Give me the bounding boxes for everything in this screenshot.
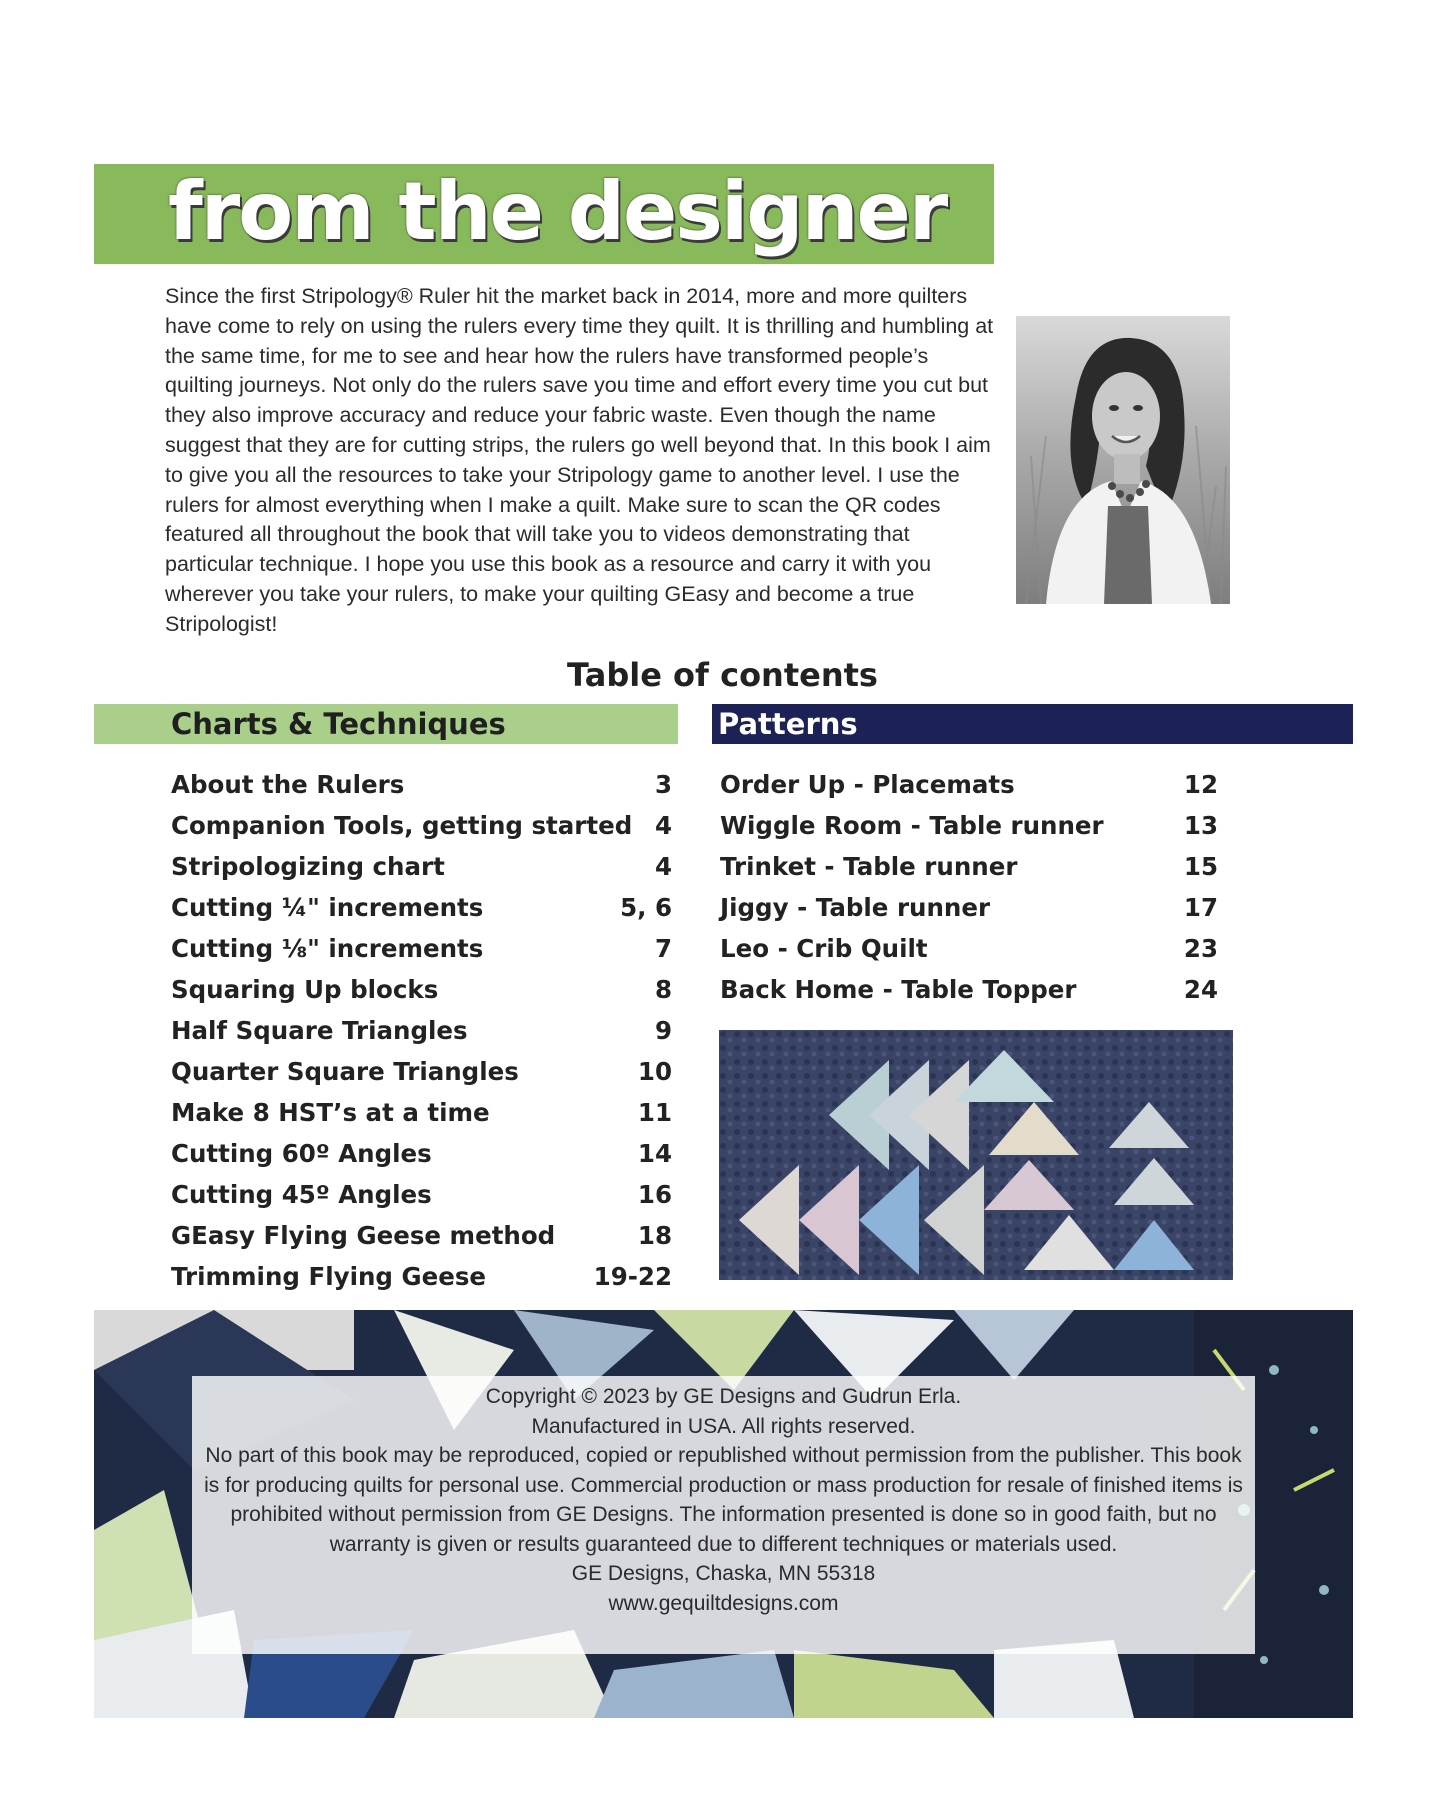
- toc-entry-title: Stripologizing chart: [171, 852, 445, 881]
- designer-portrait-image: [1016, 316, 1230, 604]
- designer-photo: [1016, 316, 1230, 604]
- page-title: from the designer: [168, 165, 947, 258]
- toc-entry: [720, 846, 1218, 887]
- toc-entry-title: Back Home - Table Topper: [720, 975, 1077, 1004]
- toc-entry-title: Half Square Triangles: [171, 1016, 468, 1045]
- copyright-line: Copyright © 2023 by GE Designs and Gudrun Erla.: [485, 1385, 962, 1408]
- toc-entry: [171, 764, 672, 805]
- toc-entry-page: 4: [654, 811, 672, 840]
- toc-entry: [720, 887, 1218, 928]
- rights-line: Manufactured in USA. All rights reserved.: [531, 1414, 916, 1438]
- toc-entry-page: 15: [1183, 852, 1218, 881]
- toc-entry-page: 11: [637, 1098, 672, 1127]
- toc-entry-title: Companion Tools, getting started: [171, 811, 633, 840]
- toc-entry-title: Squaring Up blocks: [171, 975, 439, 1004]
- toc-entry: [171, 1010, 672, 1051]
- toc-entry: [171, 805, 672, 846]
- toc-entry: [171, 846, 672, 887]
- legal-disclaimer: No part of this book may be reproduced, copied or republished without permission from the publisher. This book is for producing quilts for personal use. Commercial production or mass production for resale of finished items is prohibited without permission from GE Designs. The information presented is done so in good faith, but no warranty is given or results guaranteed due to different techniques or materials used.: [204, 1444, 1243, 1556]
- toc-entry-title: Wiggle Room - Table runner: [720, 811, 1104, 840]
- toc-entry-title: Cutting 45º Angles: [171, 1180, 432, 1209]
- toc-entry: [171, 1174, 672, 1215]
- toc-entry-title: Jiggy - Table runner: [720, 893, 991, 922]
- toc-entry: [171, 928, 672, 969]
- charts-toc-list: [171, 764, 672, 1297]
- toc-entry-title: Order Up - Placemats: [720, 770, 1015, 799]
- toc-entry-title: Cutting ¼" increments: [171, 893, 484, 922]
- toc-entry: [720, 928, 1218, 969]
- toc-entry-title: Trinket - Table runner: [720, 852, 1018, 881]
- toc-entry-page: 18: [637, 1221, 672, 1250]
- toc-entry-page: 14: [637, 1139, 672, 1168]
- toc-entry-page: 9: [654, 1016, 672, 1045]
- toc-entry-page: 10: [637, 1057, 672, 1086]
- toc-heading: Table of contents: [567, 656, 878, 694]
- toc-entry: [171, 887, 672, 928]
- toc-entry-page: 4: [654, 852, 672, 881]
- toc-entry-page: 17: [1183, 893, 1218, 922]
- toc-entry-page: 8: [654, 975, 672, 1004]
- toc-entry-page: 19-22: [593, 1262, 672, 1291]
- toc-entry-title: Trimming Flying Geese: [171, 1262, 487, 1291]
- toc-entry: [171, 1133, 672, 1174]
- copyright-notice: [192, 1382, 1255, 1618]
- toc-entry-page: 7: [654, 934, 672, 963]
- toc-entry-page: 24: [1183, 975, 1218, 1004]
- toc-entry: [720, 969, 1218, 1010]
- patterns-toc-list: [720, 764, 1218, 1010]
- toc-entry-page: 3: [654, 770, 672, 799]
- toc-entry: [720, 764, 1218, 805]
- flying-geese-quilt-image: [719, 1030, 1233, 1280]
- toc-entry-page: 5, 6: [620, 893, 672, 922]
- toc-entry-page: 13: [1183, 811, 1218, 840]
- toc-entry: [171, 969, 672, 1010]
- toc-entry-title: Cutting ⅛" increments: [171, 934, 484, 963]
- toc-entry-title: About the Rulers: [171, 770, 405, 799]
- toc-entry-title: GEasy Flying Geese method: [171, 1221, 556, 1250]
- toc-entry-title: Leo - Crib Quilt: [720, 934, 928, 963]
- toc-entry: [171, 1092, 672, 1133]
- publisher-website[interactable]: www.gequiltdesigns.com: [608, 1591, 839, 1615]
- publisher-address: GE Designs, Chaska, MN 55318: [571, 1562, 876, 1585]
- toc-entry-title: Cutting 60º Angles: [171, 1139, 432, 1168]
- toc-entry-title: Quarter Square Triangles: [171, 1057, 519, 1086]
- toc-entry-title: Make 8 HST’s at a time: [171, 1098, 490, 1127]
- toc-entry: [171, 1256, 672, 1297]
- toc-entry-page: 16: [637, 1180, 672, 1209]
- toc-entry: [171, 1215, 672, 1256]
- flying-geese-quilt-photo: [719, 1030, 1233, 1280]
- toc-entry: [720, 805, 1218, 846]
- toc-entry-page: 12: [1183, 770, 1218, 799]
- toc-entry: [171, 1051, 672, 1092]
- charts-section-header-label: Charts & Techniques: [171, 707, 506, 741]
- patterns-section-header-label: Patterns: [718, 707, 858, 741]
- toc-entry-page: 23: [1183, 934, 1218, 963]
- intro-paragraph: Since the first Stripology® Ruler hit the market back in 2014, more and more quilters have come to rely on using the rulers every time they quilt. It is thrilling and humbling at the same time, for me to see and hear how the rulers have transformed people’s quilting journeys. Not only do the rulers save you time and effort every time you cut but they also improve accuracy and reduce your fabric waste. Even though the name suggest that they are for cutting strips, the rulers go well beyond that. In this book I aim to give you all the resources to take your Stripology game to another level. I use the rulers for almost everything when I make a quilt. Make sure to scan the QR codes featured all throughout the book that will take you to videos demonstrating that particular technique. I hope you use this book as a resource and carry it with you wherever you take your rulers, to make your quilting GEasy and become a true Stripologist!: [165, 284, 994, 636]
